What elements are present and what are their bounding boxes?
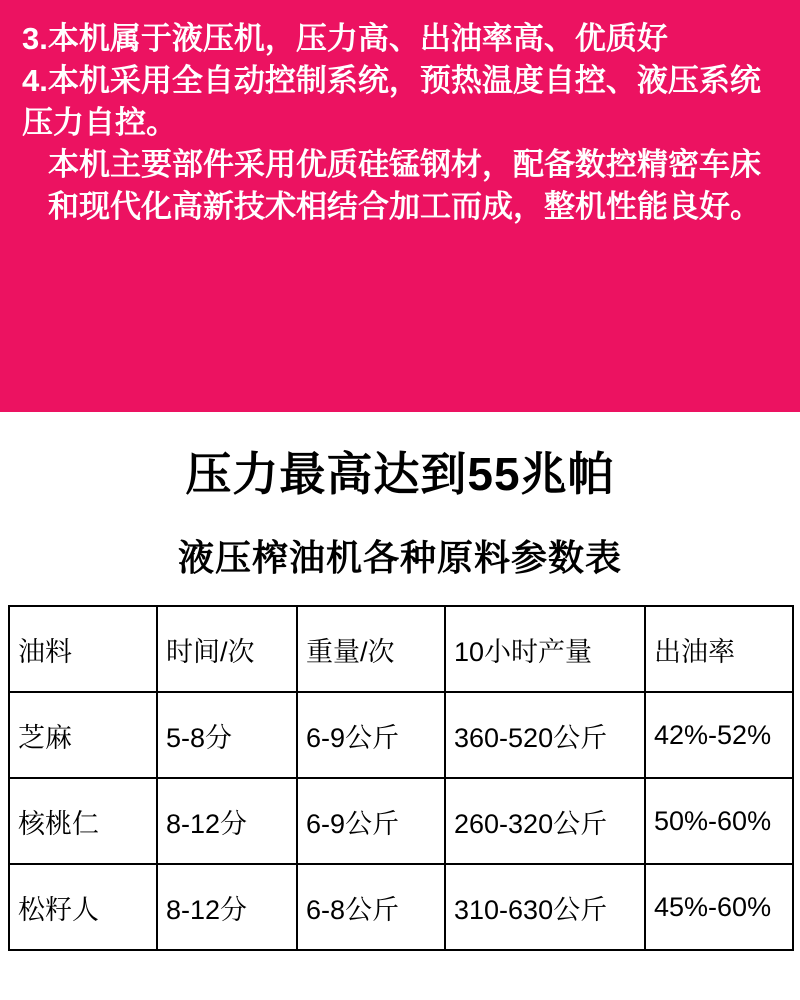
- table-cell: 5-8分: [157, 692, 297, 778]
- column-header: 10小时产量: [445, 606, 645, 692]
- banner-line-3: 3.本机属于液压机，压力高、出油率高、优质好: [22, 21, 668, 56]
- column-header: 时间/次: [157, 606, 297, 692]
- table-cell: 核桃仁: [9, 778, 157, 864]
- table-cell: 42%-52%: [645, 692, 793, 778]
- table-header-row: [9, 606, 793, 692]
- banner-line-5: 本机主要部件采用优质硅锰钢材，配备数控精密车床和现代化高新技术相结合加工而成，整机性能良好。: [48, 147, 761, 224]
- parameter-table: [8, 605, 794, 951]
- table-cell: 50%-60%: [645, 778, 793, 864]
- parameter-table-wrapper: [8, 605, 792, 951]
- table-cell: 松籽人: [9, 864, 157, 950]
- table-row: [9, 778, 793, 864]
- table-cell: 6-8公斤: [297, 864, 445, 950]
- table-title: 液压榨油机各种原料参数表: [177, 537, 622, 578]
- table-row: [9, 864, 793, 950]
- table-cell: 芝麻: [9, 692, 157, 778]
- table-cell: 260-320公斤: [445, 778, 645, 864]
- table-cell: 6-9公斤: [297, 778, 445, 864]
- column-header: 重量/次: [297, 606, 445, 692]
- table-cell: 6-9公斤: [297, 692, 445, 778]
- table-cell: 8-12分: [157, 864, 297, 950]
- column-header: 油料: [9, 606, 157, 692]
- column-header: 出油率: [645, 606, 793, 692]
- table-cell: 8-12分: [157, 778, 297, 864]
- table-cell: 360-520公斤: [445, 692, 645, 778]
- pink-feature-banner: [0, 0, 800, 412]
- page-headline: 压力最高达到55兆帕: [185, 448, 615, 500]
- banner-line-4: 4.本机采用全自动控制系统，预热温度自控、液压系统压力自控。: [22, 63, 761, 140]
- table-cell: 45%-60%: [645, 864, 793, 950]
- table-cell: 310-630公斤: [445, 864, 645, 950]
- table-row: [9, 692, 793, 778]
